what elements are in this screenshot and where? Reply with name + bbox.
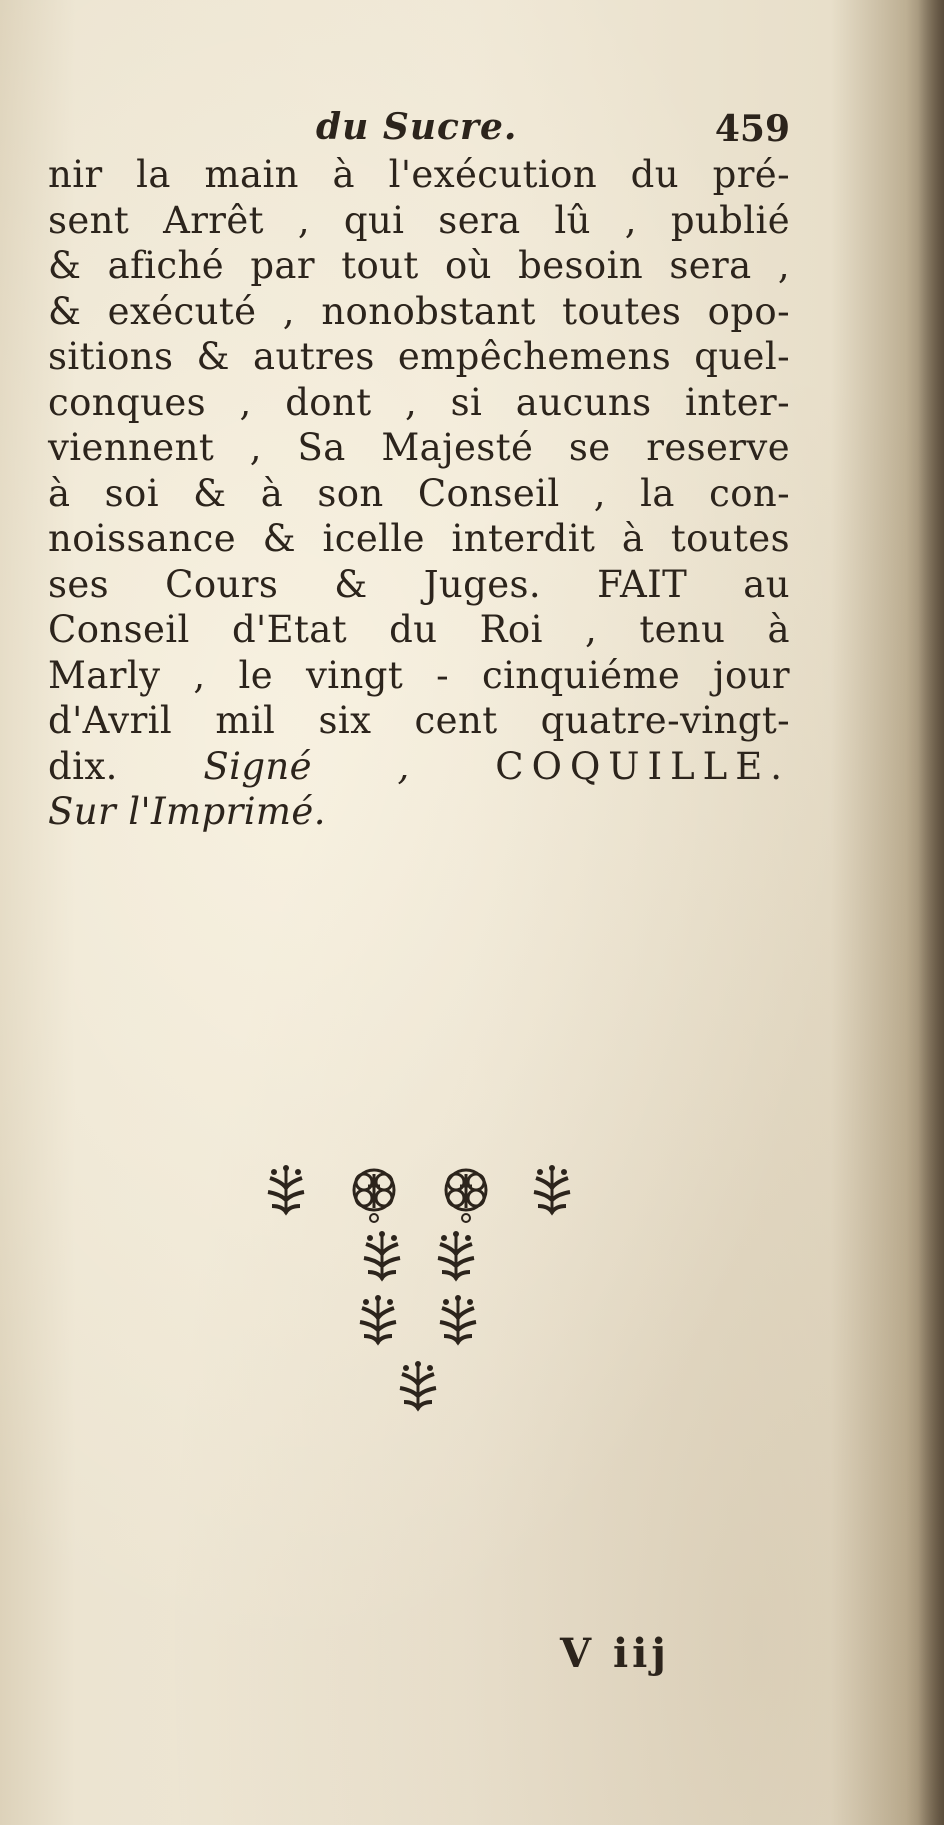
signature-line xyxy=(48,744,790,790)
fleuron-sprig xyxy=(438,1231,474,1280)
fleuron-sprig xyxy=(400,1361,436,1410)
fleuron-sprig xyxy=(440,1295,476,1344)
text-line: d'Avril mil six cent quatre-vingt- xyxy=(48,699,790,742)
page-number: 459 xyxy=(714,108,790,150)
text-line: nir la main à l'exécution du pré- xyxy=(48,153,790,196)
fleuron-sprig xyxy=(360,1295,396,1344)
signature-mark: V iij xyxy=(560,1630,670,1677)
text-line: & exécuté , nonobstant toutes opo- xyxy=(48,289,790,333)
fleuron-rosette xyxy=(354,1170,394,1222)
text-line: Conseil d'Etat du Roi , tenu à xyxy=(48,608,790,651)
fleuron-sprig xyxy=(364,1231,400,1280)
text-line: viennent , Sa Majesté se reserve xyxy=(48,426,790,469)
text-line: ses Cours & Juges. FAIT au xyxy=(48,562,790,606)
text-line: conques , dont , si aucuns inter- xyxy=(48,380,790,424)
page-header xyxy=(50,106,790,156)
fleuron-sprig xyxy=(268,1165,304,1214)
page-edge-shadow xyxy=(918,0,944,1825)
text-dix: dix. xyxy=(48,744,118,788)
fleuron-ornament xyxy=(256,1152,576,1432)
signed-label: Signé , xyxy=(203,744,410,788)
body-text xyxy=(48,152,790,835)
source-note: Sur l'Imprimé. xyxy=(48,790,326,833)
text-line: sent Arrêt , qui sera lû , publié xyxy=(48,198,790,242)
text-line: Marly , le vingt - cinquiéme jour xyxy=(48,653,790,697)
text-line: noissance & icelle interdit à toutes xyxy=(48,517,790,560)
signatory-name: COQUILLE. xyxy=(495,744,790,788)
text-line: à soi & à son Conseil , la con- xyxy=(48,471,790,515)
text-line: & afiché par tout où besoin sera , xyxy=(48,244,790,287)
fleuron-sprig xyxy=(534,1165,570,1214)
running-title: du Sucre. xyxy=(316,106,518,148)
fleuron-rosette xyxy=(446,1170,486,1222)
text-line: sitions & autres empêchemens quel- xyxy=(48,335,790,378)
